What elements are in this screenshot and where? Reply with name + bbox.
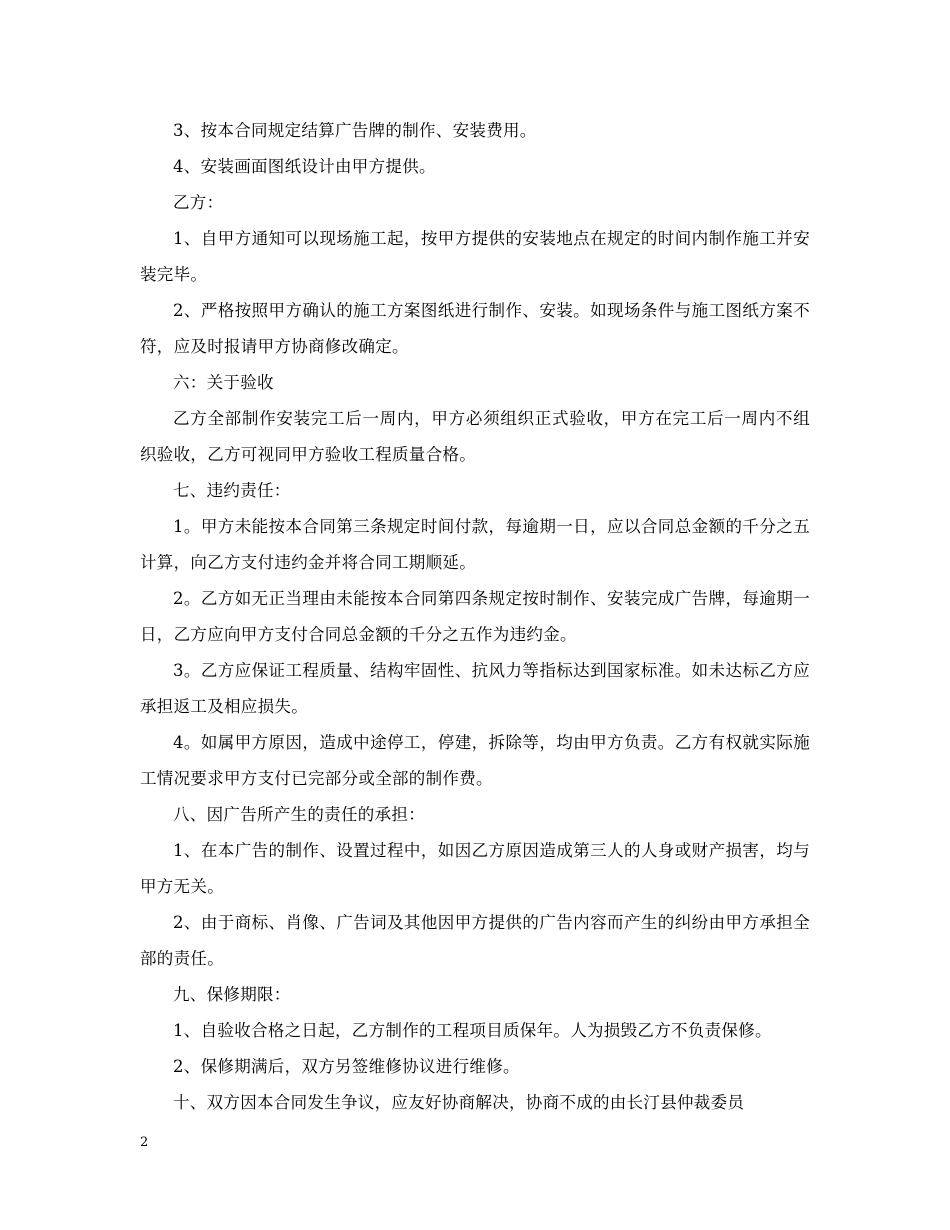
clause-paragraph: 1、自甲方通知可以现场施工起，按甲方提供的安装地点在规定的时间内制作施工并安装完毕。 (140, 229, 810, 284)
clause-paragraph: 2、由于商标、肖像、广告词及其他因甲方提供的广告内容而产生的纠纷由甲方承担全部的责任。 (140, 913, 810, 968)
clause-paragraph: 2、严格按照甲方确认的施工方案图纸进行制作、安装。如现场条件与施工图纸方案不符，应及时报请甲方协商修改确定。 (140, 301, 810, 356)
section-heading: 八、因广告所产生的责任的承担： (173, 805, 425, 824)
clause-paragraph: 十、双方因本合同发生争议，应友好协商解决，协商不成的由长汀县仲裁委员 (173, 1093, 745, 1112)
clause-paragraph: 4、安装画面图纸设计由甲方提供。 (173, 157, 436, 176)
clause-paragraph: 1。甲方未能按本合同第三条规定时间付款，每逾期一日，应以合同总金额的千分之五计算，向乙方支付违约金并将合同工期顺延。 (140, 517, 810, 572)
clause-paragraph: 4。如属甲方原因，造成中途停工，停建，拆除等，均由甲方负责。乙方有权就实际施工情况要求甲方支付已完部分或全部的制作费。 (140, 733, 810, 788)
clause-paragraph: 2。乙方如无正当理由未能按本合同第四条规定按时制作、安装完成广告牌，每逾期一日，乙方应向甲方支付合同总金额的千分之五作为违约金。 (140, 589, 810, 644)
section-heading: 七、违约责任： (173, 481, 291, 500)
page-number: 2 (140, 1135, 149, 1150)
clause-paragraph: 2、保修期满后，双方另签维修协议进行维修。 (173, 1057, 520, 1076)
clause-paragraph: 乙方全部制作安装完工后一周内，甲方必须组织正式验收，甲方在完工后一周内不组织验收，乙方可视同甲方验收工程质量合格。 (140, 409, 810, 464)
section-heading: 乙方： (173, 193, 224, 212)
clause-paragraph: 3、按本合同规定结算广告牌的制作、安装费用。 (173, 121, 537, 140)
clause-paragraph: 1、在本广告的制作、设置过程中，如因乙方原因造成第三人的人身或财产损害，均与甲方无关。 (140, 841, 810, 896)
document-body (140, 113, 810, 1121)
section-heading: 六：关于验收 (173, 373, 274, 392)
section-heading: 九、保修期限： (173, 985, 291, 1004)
clause-paragraph: 3。乙方应保证工程质量、结构牢固性、抗风力等指标达到国家标准。如未达标乙方应承担返工及相应损失。 (140, 661, 810, 716)
clause-paragraph: 1、自验收合格之日起，乙方制作的工程项目质保年。人为损毁乙方不负责保修。 (173, 1021, 772, 1040)
